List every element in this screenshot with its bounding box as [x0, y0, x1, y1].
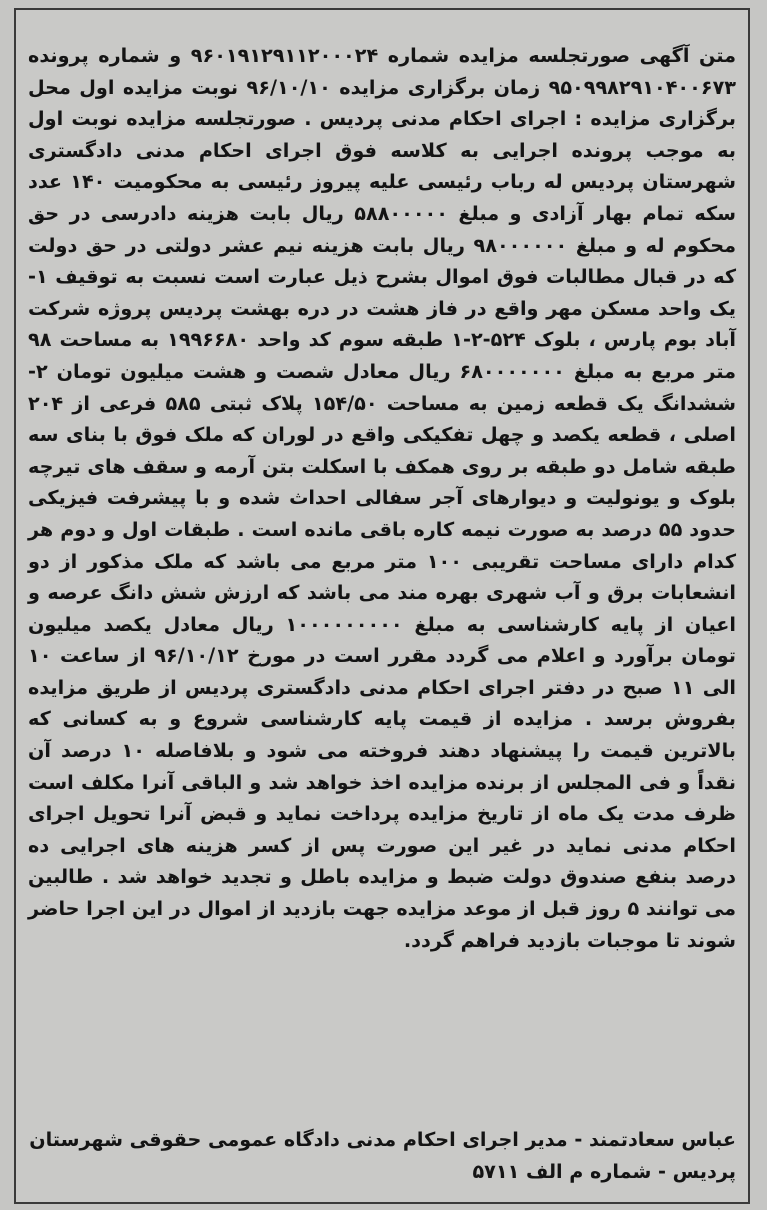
notice-signature: عباس سعادتمند - مدیر اجرای احکام مدنی دادگاه عمومی حقوقی شهرستان پردیس - شماره م الف ۵۷۱۱ — [29, 1128, 736, 1183]
notice-body-text: متن آگهی صورتجلسه مزایده شماره ۹۶۰۱۹۱۲۹۱۱۲۰۰۰۲۴ و شماره پرونده ۹۵۰۹۹۸۲۹۱۰۴۰۰۶۷۳ زمان برگزاری مزایده ۹۶/۱۰/۱۰ نوبت مزایده اول محل برگزاری مزایده : اجرای احکام مدنی پردیس . صورتجلسه مزایده نوبت اول به موجب پرونده اجرایی به کلاسه فوق اجرای احکام مدنی دادگستری شهرستان پردیس له رباب رئیسی علیه پیروز رئیسی به محکومیت ۱۴۰ عدد سکه تمام بهار آزادی و مبلغ ۵۸۸۰۰۰۰۰ ریال بابت هزینه دادرسی در حق محکوم له و مبلغ ۹۸۰۰۰۰۰۰ ریال بابت هزینه نیم عشر دولتی در حق دولت که در قبال مطالبات فوق اموال بشرح ذیل عبارت است نسبت به توقیف ۱- یک واحد مسکن مهر واقع در فاز هشت در دره بهشت پردیس پروژه شرکت آباد بوم پارس ، بلوک ۵۲۴-۲-۱ طبقه سوم کد واحد ۱۹۹۶۶۸۰ به مساحت ۹۸ متر مربع به مبلغ ۶۸۰۰۰۰۰۰۰ ریال معادل شصت و هشت میلیون تومان ۲- ششدانگ یک قطعه زمین به مساحت ۱۵۴/۵۰ پلاک ثبتی ۵۸۵ فرعی از ۲۰۴ اصلی ، قطعه یکصد و چهل تفکیکی واقع در لوران که ملک فوق با بنای سه طبقه شامل دو طبقه بر روی همکف با اسکلت بتن آرمه و سقف های تیرچه بلوک و یونولیت و دیوارهای آجر سفالی احداث شده و با پیشرفت فیزیکی حدود ۵۵ درصد به صورت نیمه کاره باقی مانده است . طبقات اول و دوم هر کدام دارای مساحت تقریبی ۱۰۰ متر مربع می باشد که ملک مذکور از دو انشعابات برق و آب شهری بهره مند می باشد که ارزش شش دانگ عرصه و اعیان از پایه کارشناسی به مبلغ ۱۰۰۰۰۰۰۰۰۰ ریال معادل یکصد میلیون تومان برآورد و اعلام می گردد مقرر است در مورخ ۹۶/۱۰/۱۲ از ساعت ۱۰ الی ۱۱ صبح در دفتر اجرای احکام مدنی دادگستری پردیس از طریق مزایده بفروش برسد . مزایده از قیمت پایه کارشناسی شروع و به کسانی که بالاترین قیمت را پیشنهاد دهند فروخته می شود و بلافاصله ۱۰ درصد آن نقداً و فی المجلس از برنده مزایده اخذ خواهد شد و الباقی آنرا مکلف است ظرف مدت یک ماه از تاریخ مزایده پرداخت نماید و قبض آنرا تحویل اجرای احکام مدنی نماید در غیر این صورت پس از کسر هزینه های اجرایی ده درصد بنفع صندوق دولت ضبط و مزایده باطل و تجدید خواهد شد . طالبین می توانند ۵ روز قبل از موعد مزایده جهت بازدید از اموال در این اجرا حاضر شوند تا موجبات بازدید فراهم گردد. — [28, 44, 737, 952]
